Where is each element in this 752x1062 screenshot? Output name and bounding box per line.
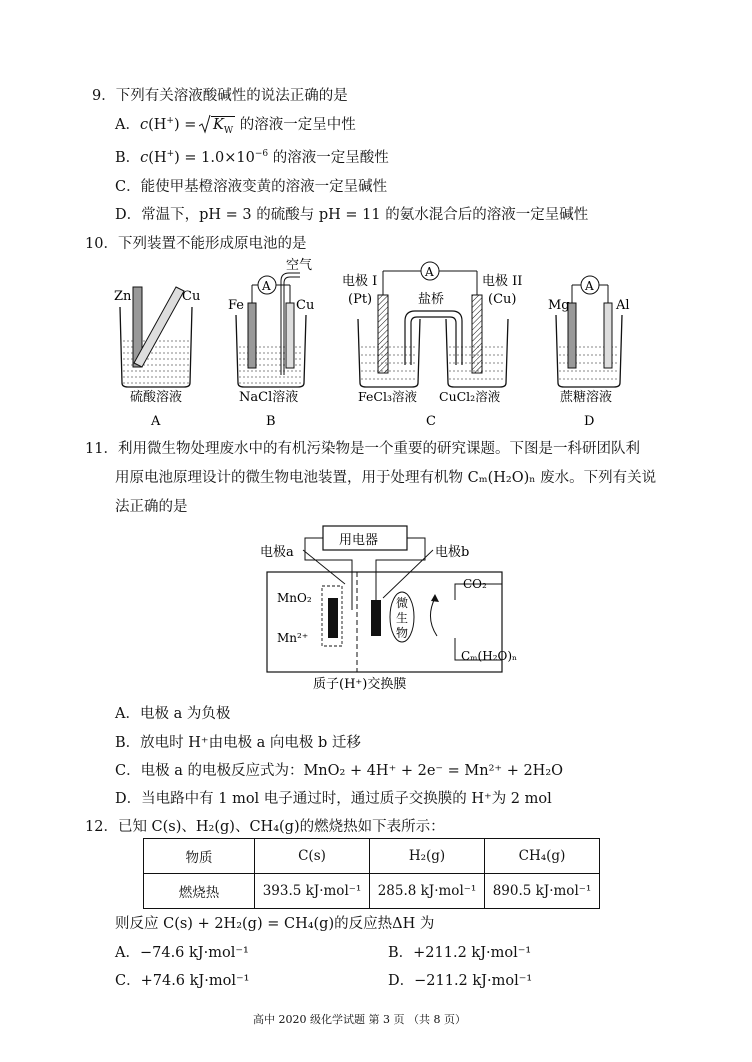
apparatus-a <box>114 287 200 429</box>
table-header-cell: CH₄(g) <box>485 839 600 874</box>
q9-option-a <box>115 113 356 136</box>
apparatus-d <box>548 276 630 429</box>
label-a: A <box>151 414 161 429</box>
ammeter-b-label: A <box>262 279 271 293</box>
q9-b-tail: 的溶液一定呈酸性 <box>268 150 389 166</box>
sol-c1: FeCl₃溶液 <box>358 389 417 404</box>
label-e1: 电极 I <box>342 274 378 289</box>
table-cell: 285.8 kJ·mol⁻¹ <box>370 874 485 909</box>
q11-option-c: C．电极 a 的电极反应式为：MnO₂ + 4H⁺ + 2e⁻ = Mn²⁺ + 2H₂O <box>115 763 564 779</box>
table-header-row <box>144 839 600 874</box>
cu-electrode-c <box>472 295 482 373</box>
q9-a-tail: 的溶液一定呈中性 <box>235 117 356 133</box>
q11-option-d: D．当电路中有 1 mol 电子通过时，通过质子交换膜的 H⁺为 2 mol <box>115 791 552 807</box>
label-mg: Mg <box>548 298 570 313</box>
q10-stem: 10．下列装置不能形成原电池的是 <box>85 236 307 252</box>
table-cell: 393.5 kJ·mol⁻¹ <box>255 874 370 909</box>
q11-option-b: B．放电时 H⁺由电极 a 向电极 b 迁移 <box>115 735 361 751</box>
sol-c2: CuCl₂溶液 <box>439 389 501 404</box>
q9-a-w: W <box>223 125 234 136</box>
label-org: Cₘ(H₂O)ₙ <box>461 649 518 663</box>
table-header-cell: H₂(g) <box>370 839 485 874</box>
sol-b: NaCl溶液 <box>239 390 299 405</box>
label-co2: CO₂ <box>463 577 487 591</box>
label-eb: 电极b <box>435 545 470 560</box>
label-mno2: MnO₂ <box>277 591 312 605</box>
q9-stem: 9．下列有关溶液酸碱性的说法正确的是 <box>92 88 348 104</box>
q9-option-c: C．能使甲基橙溶液变黄的溶液一定呈碱性 <box>115 179 388 195</box>
beaker-b <box>236 315 306 387</box>
q9-a-c: c <box>139 117 149 133</box>
q12-question: 则反应 C(s) + 2H₂(g) = CH₄(g)的反应热ΔH 为 <box>115 916 435 932</box>
label-ea: 电极a <box>260 545 294 560</box>
label-al: Al <box>616 298 630 313</box>
label-bridge: 盐桥 <box>418 292 445 307</box>
ammeter-c-label: A <box>425 265 434 279</box>
label-d: D <box>584 414 595 429</box>
q9-b-eq: ) = 1.0×10 <box>174 150 255 166</box>
label-fe: Fe <box>228 298 245 313</box>
q12-option-c: C．+74.6 kJ·mol⁻¹ <box>115 973 250 989</box>
fe-electrode <box>248 303 256 368</box>
electrode-a <box>328 598 338 638</box>
label-b: B <box>266 414 276 429</box>
sqrt-icon <box>201 117 235 136</box>
label-air: 空气 <box>286 258 313 273</box>
label-device: 用电器 <box>339 533 379 548</box>
q9-a-mid: (H <box>148 117 167 133</box>
sqrt-sign-icon <box>199 114 211 134</box>
cu-electrode-b <box>286 303 294 368</box>
label-mn: Mn²⁺ <box>277 631 309 645</box>
flow-arrow-icon <box>430 598 437 636</box>
q9-b-sup: + <box>166 149 175 160</box>
salt-bridge <box>405 311 462 365</box>
table-header-cell: 物质 <box>144 839 255 874</box>
label-zn: Zn <box>114 289 132 304</box>
q9-b-c: c <box>140 150 149 166</box>
apparatus-b <box>228 257 314 429</box>
label-e1b: (Pt) <box>348 292 373 307</box>
table-header-cell: C(s) <box>255 839 370 874</box>
q11-line2: 用原电池原理设计的微生物电池装置，用于处理有机物 Cₘ(H₂O)ₙ 废水。下列有关说 <box>115 470 657 486</box>
q10-apparatus-figure <box>100 255 630 435</box>
label-micro3: 物 <box>396 626 409 640</box>
q9-a-k: K <box>213 117 224 133</box>
sol-a: 硫酸溶液 <box>130 390 183 405</box>
q9-a-prefix: A． <box>115 117 140 133</box>
q11-line1: 11．利用微生物处理废水中的有机污染物是一个重要的研究课题。下图是一科研团队利 <box>85 441 640 457</box>
q9-option-d: D．常温下，pH = 3 的硫酸与 pH = 11 的氨水混合后的溶液一定呈碱性 <box>115 207 589 223</box>
q9-option-b <box>115 146 389 167</box>
sol-d: 蔗糖溶液 <box>560 390 613 405</box>
apparatus-c <box>342 262 522 429</box>
q9-a-sup: + <box>166 116 174 127</box>
q11-line3: 法正确的是 <box>115 499 188 515</box>
table-row <box>144 874 600 909</box>
label-cu-b: Cu <box>296 298 315 313</box>
label-c: C <box>426 414 436 429</box>
q11-option-a: A．电极 a 为负极 <box>115 706 231 722</box>
q9-b-exp: −6 <box>254 149 269 160</box>
label-membrane: 质子(H⁺)交换膜 <box>313 677 407 692</box>
q12-option-d: D．−211.2 kJ·mol⁻¹ <box>388 973 533 989</box>
q11-cell-figure <box>255 520 555 695</box>
al-electrode <box>604 303 612 368</box>
electrode-b <box>371 600 381 636</box>
page-footer: 高中 2020 级化学试题 第 3 页 （共 8 页） <box>253 1013 466 1026</box>
ammeter-d-label: A <box>585 279 594 293</box>
table-cell: 890.5 kJ·mol⁻¹ <box>485 874 600 909</box>
q9-b-prefix: B． <box>115 150 141 166</box>
table-cell: 燃烧热 <box>144 874 255 909</box>
q12-option-b: B．+211.2 kJ·mol⁻¹ <box>388 945 532 961</box>
heat-table <box>143 838 600 909</box>
label-cu-a: Cu <box>182 289 201 304</box>
q12-option-a: A．−74.6 kJ·mol⁻¹ <box>115 945 249 961</box>
label-micro1: 微 <box>396 596 409 610</box>
label-e2b: (Cu) <box>488 292 517 307</box>
q9-a-eq: ) = <box>173 117 197 133</box>
q12-stem: 12．已知 C(s)、H₂(g)、CH₄(g)的燃烧热如下表所示： <box>85 819 445 835</box>
pt-electrode <box>378 295 388 373</box>
q9-b-mid: (H <box>148 150 167 166</box>
label-e2: 电极 II <box>482 274 523 289</box>
label-micro2: 生 <box>396 611 409 625</box>
